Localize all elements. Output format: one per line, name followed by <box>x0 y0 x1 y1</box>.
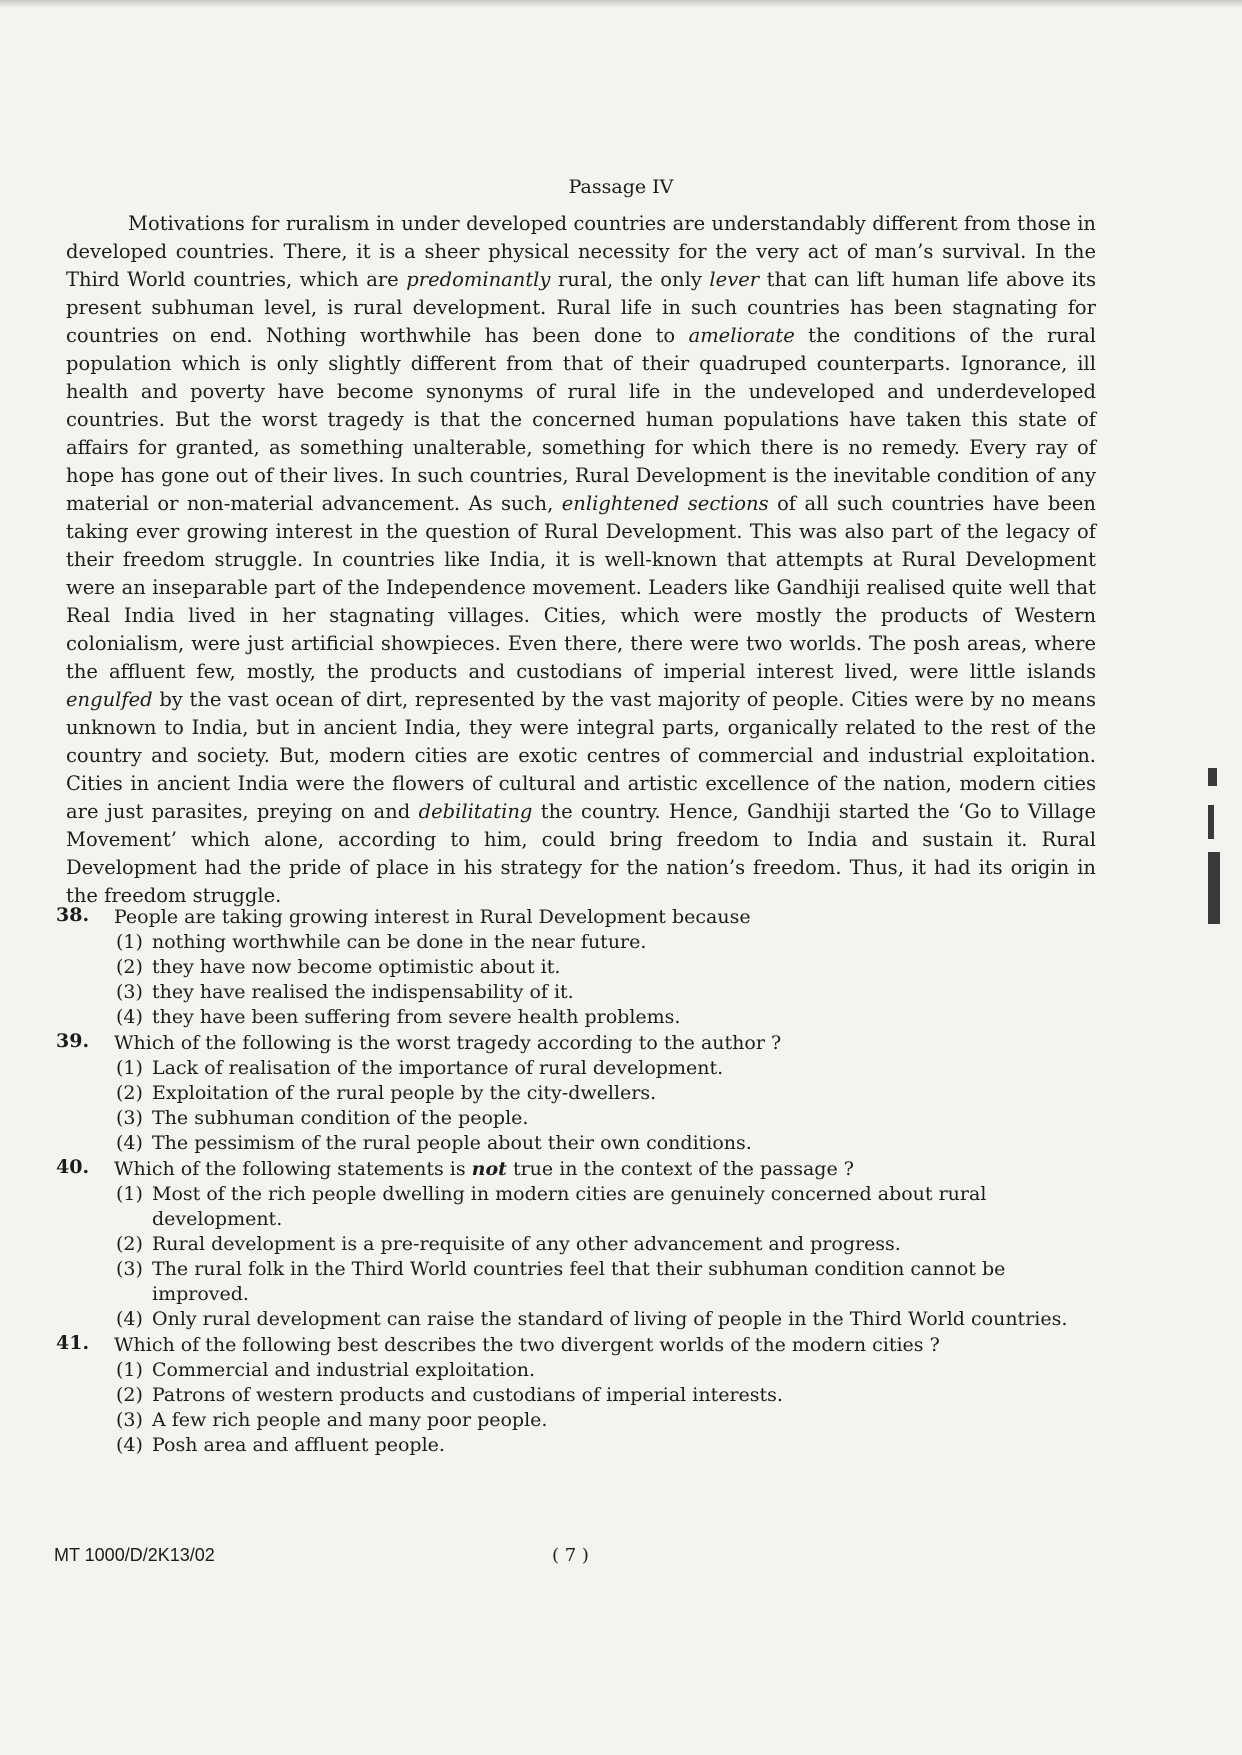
question-number: 41. <box>56 1332 90 1354</box>
question-number: 38. <box>56 904 90 926</box>
option-4: (4) The pessimism of the rural people about their own conditions. <box>116 1132 752 1154</box>
page-number: ( 7 ) <box>552 1545 589 1566</box>
question-text: Which of the following statements is not true in the context of the passage ? <box>114 1158 854 1180</box>
question-list <box>56 904 1096 1458</box>
question-text: Which of the following is the worst tragedy according to the author ? <box>114 1032 782 1054</box>
option-4: (4) Only rural development can raise the standard of living of people in the Third World countries. <box>116 1308 1068 1330</box>
margin-mark <box>1208 852 1220 924</box>
option-2: (2) they have now become optimistic about it. <box>116 956 561 978</box>
option-4: (4) they have been suffering from severe health problems. <box>116 1006 681 1028</box>
option-list <box>114 1358 1096 1458</box>
option-list <box>114 930 1096 1030</box>
margin-mark <box>1208 768 1217 786</box>
option-3: (3) The rural folk in the Third World countries feel that their subhuman condition cannot be improved. <box>116 1258 1006 1305</box>
option-2: (2) Exploitation of the rural people by the city-dwellers. <box>116 1082 657 1104</box>
option-1: (1) nothing worthwhile can be done in the near future. <box>116 931 647 953</box>
option-3: (3) The subhuman condition of the people. <box>116 1107 529 1129</box>
paper-code: MT 1000/D/2K13/02 <box>54 1545 215 1565</box>
option-2: (2) Patrons of western products and custodians of imperial interests. <box>116 1384 783 1406</box>
question-40 <box>56 1156 1096 1332</box>
question-41 <box>56 1332 1096 1458</box>
option-list <box>114 1056 1096 1156</box>
margin-mark <box>1208 805 1214 839</box>
passage-text: Motivations for ruralism in under developed countries are understandably different from those in developed countries. There, it is a sheer physical necessity for the very act of man’s survival. In the Third World countries, which are predominantly rural, the only lever that can lift human life above its present subhuman level, is rural development. Rural life in such countries has been stagnating for countries on end. Nothing worthwhile has been done to ameliorate the conditions of the rural population which is only slightly different from that of their quadruped counterparts. Ignorance, ill health and poverty have become synonyms of rural life in the undeveloped and underdeveloped countries. But the worst tragedy is that the concerned human populations have taken this state of affairs for granted, as something unalterable, something for which there is no remedy. Every ray of hope has gone out of their lives. In such countries, Rural Development is the inevitable condition of any material or non-material advancement. As such, enlightened sections of all such countries have been taking ever growing interest in the question of Rural Development. This was also part of the legacy of their freedom struggle. In countries like India, it is well-known that attempts at Rural Development were an inseparable part of the Independence movement. Leaders like Gandhiji realised quite well that Real India lived in her stagnating villages. Cities, which were mostly the products of Western colonialism, were just artificial showpieces. Even there, there were two worlds. The posh areas, where the affluent few, mostly, the products and custodians of imperial interest lived, were little islands engulfed by the vast ocean of dirt, represented by the vast majority of people. Cities were by no means unknown to India, but in ancient India, they were integral parts, organically related to the rest of the country and society. But, modern cities are exotic centres of commercial and industrial exploitation. Cities in ancient India were the flowers of cultural and artistic excellence of the nation, modern cities are just parasites, preying on and debilitating the country. Hence, Gandhiji started the ‘Go to Village Movement’ which alone, according to him, could bring freedom to India and sustain it. Rural Development had the pride of place in his strategy for the nation’s freedom. Thus, it had its origin in the freedom struggle. <box>66 212 1097 907</box>
question-number: 39. <box>56 1030 90 1052</box>
question-39 <box>56 1030 1096 1156</box>
option-3: (3) they have realised the indispensability of it. <box>116 981 574 1003</box>
emphasis-not: not <box>471 1158 507 1180</box>
option-1: (1) Lack of realisation of the importance of rural development. <box>116 1057 724 1079</box>
question-text: Which of the following best describes the two divergent worlds of the modern cities ? <box>114 1334 940 1356</box>
option-1: (1) Most of the rich people dwelling in modern cities are genuinely concerned about rural development. <box>116 1183 987 1230</box>
question-text: People are taking growing interest in Rural Development because <box>114 906 751 928</box>
question-38 <box>56 904 1096 1030</box>
option-list <box>114 1182 1096 1332</box>
option-4: (4) Posh area and affluent people. <box>116 1434 445 1456</box>
scan-edge <box>0 0 1242 8</box>
option-1: (1) Commercial and industrial exploitation. <box>116 1359 536 1381</box>
option-3: (3) A few rich people and many poor people. <box>116 1409 548 1431</box>
option-2: (2) Rural development is a pre-requisite of any other advancement and progress. <box>116 1233 901 1255</box>
question-number: 40. <box>56 1156 90 1178</box>
passage-title: Passage IV <box>568 176 674 198</box>
